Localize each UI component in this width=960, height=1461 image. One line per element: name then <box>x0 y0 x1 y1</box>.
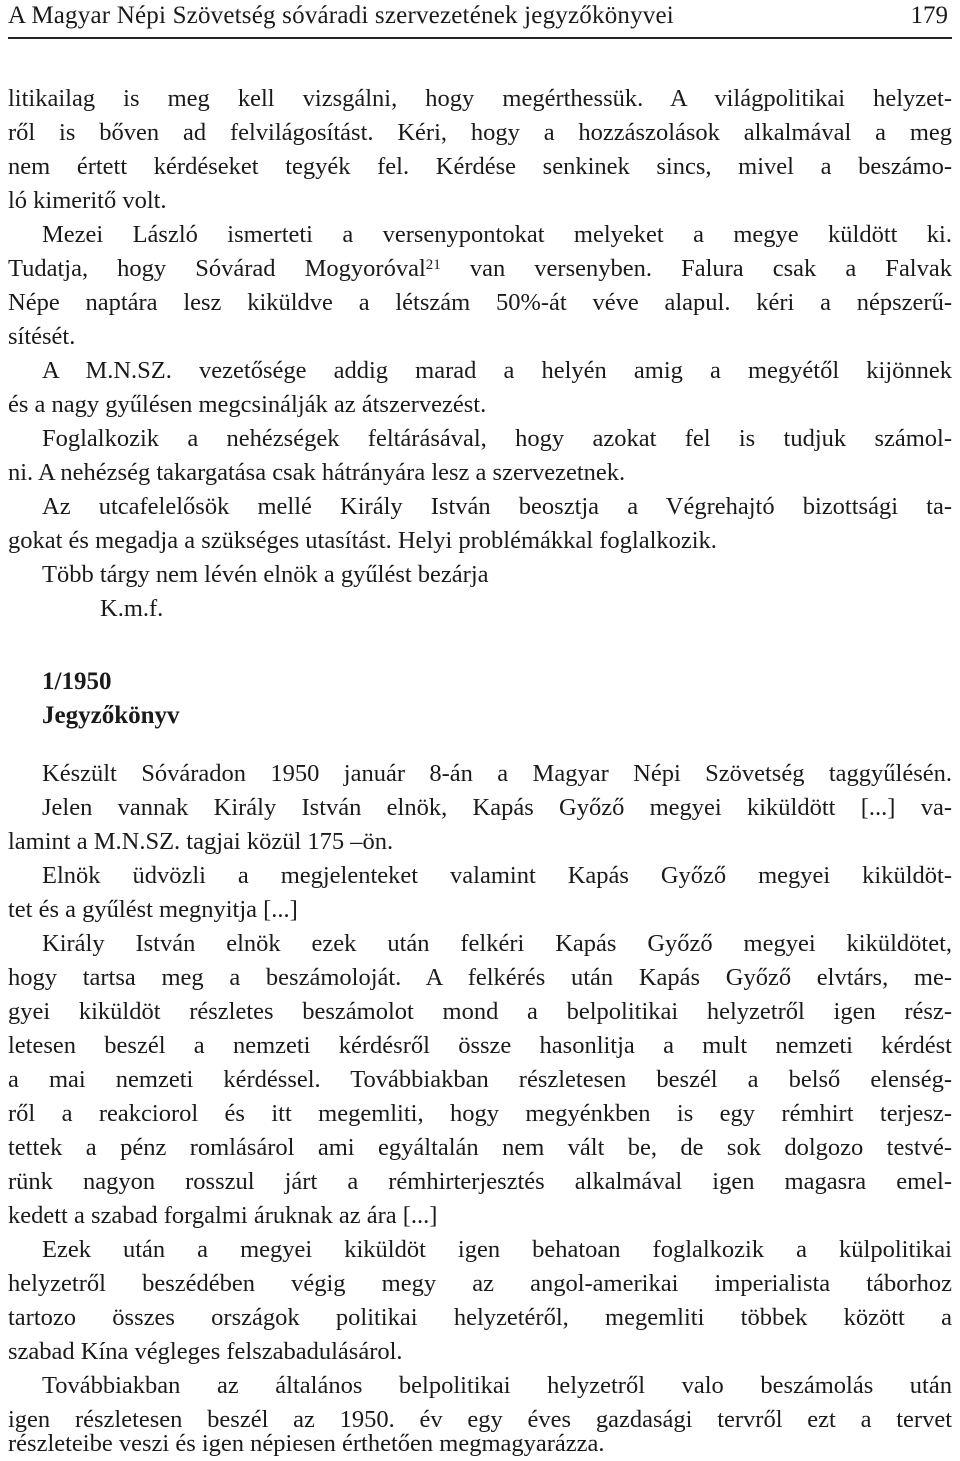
text-line: A M.N.SZ. vezetősége addig marad a helyén amig a megyétől kijönnek <box>42 357 952 384</box>
text-line: ről a reakciorol és itt megemliti, hogy megyénkben is egy rémhirt terjesz- <box>8 1100 952 1127</box>
page-number: 179 <box>910 2 948 29</box>
signature-abbrev: K.m.f. <box>100 595 164 622</box>
text-line: Mezei László ismerteti a versenypontokat melyeket a megye küldött ki. <box>42 221 952 248</box>
text-line: Több tárgy nem lévén elnök a gyűlést bezárja <box>42 561 489 588</box>
running-header <box>8 0 952 39</box>
text-line: Király István elnök ezek után felkéri Kapás Győző megyei kiküldötet, <box>42 930 952 957</box>
text-line: gyei kiküldöt részletes beszámolot mond a belpolitikai helyzetről igen rész- <box>8 998 952 1025</box>
text-line: litikailag is meg kell vizsgálni, hogy megérthessük. A világpolitikai helyzet- <box>8 85 952 112</box>
text-line: rünk nagyon rosszul járt a rémhirterjesztés alkalmával igen magasra emel- <box>8 1168 952 1195</box>
text-line: gokat és megadja a szükséges utasítást. Helyi problémákkal foglalkozik. <box>8 527 717 554</box>
text-line: nem értett kérdéseket tegyék fel. Kérdése senkinek sincs, mivel a beszámo- <box>8 153 952 180</box>
section-title: Jegyzőkönyv <box>42 702 180 729</box>
text-fragment: van versenyben. Falura csak a Falvak <box>440 255 952 282</box>
text-line: igen részletesen beszél az 1950. év egy éves gazdasági tervről ezt a tervet <box>8 1406 952 1433</box>
text-line: tettek a pénz romlásárol ami egyáltalán nem vált be, de sok dolgozo testvé- <box>8 1134 952 1161</box>
text-line: részleteibe veszi és igen népiesen érthetően megmagyarázza. <box>8 1430 605 1457</box>
text-line: sítését. <box>8 323 76 350</box>
text-line: Jelen vannak Király István elnök, Kapás Győző megyei kiküldött [...] va- <box>42 794 952 821</box>
text-line: letesen beszél a nemzeti kérdésről össze hasonlitja a mult nemzeti kérdést <box>8 1032 952 1059</box>
text-line: Elnök üdvözli a megjelenteket valamint Kapás Győző megyei kiküldöt- <box>42 862 952 889</box>
text-line: Továbbiakban az általános belpolitikai helyzetről valo beszámolás után <box>42 1372 952 1399</box>
text-line-with-footnote <box>8 252 952 286</box>
text-line: ről is bőven ad felvilágosítást. Kéri, hogy a hozzászolások alkalmával a meg <box>8 119 952 146</box>
text-line: kedett a szabad forgalmi áruknak az ára [...] <box>8 1202 438 1229</box>
text-line: Ezek után a megyei kiküldöt igen behatoan foglalkozik a külpolitikai <box>42 1236 952 1263</box>
section-number: 1/1950 <box>42 668 112 695</box>
text-line: tartozo összes országok politikai helyzetéről, megemliti többek között a <box>8 1304 952 1331</box>
text-line: a mai nemzeti kérdéssel. Továbbiakban részletesen beszél a belső elenség- <box>8 1066 952 1093</box>
text-line: és a nagy gyűlésen megcsinálják az átszervezést. <box>8 391 487 418</box>
text-line: hogy tartsa meg a beszámoloját. A felkérés után Kapás Győző elvtárs, me- <box>8 964 952 991</box>
footnote-marker: 21 <box>425 257 441 273</box>
text-line: tet és a gyűlést megnyitja [...] <box>8 896 298 923</box>
text-line: ni. A nehézség takargatása csak hátrányára lesz a szervezetnek. <box>8 459 626 486</box>
text-line: Készült Sóváradon 1950 január 8-án a Magyar Népi Szövetség taggyűlésén. <box>42 760 952 787</box>
text-fragment: Tudatja, hogy Sóvárad Mogyoróval <box>8 255 426 282</box>
text-line: ló kimeritő volt. <box>8 187 167 214</box>
text-line: helyzetről beszédében végig megy az angol-amerikai imperialista táborhoz <box>8 1270 952 1297</box>
text-line: Az utcafelelősök mellé Király István beosztja a Végrehajtó bizottsági ta- <box>42 493 952 520</box>
text-line: szabad Kína végleges felszabadulásárol. <box>8 1338 403 1365</box>
text-line: Népe naptára lesz kiküldve a létszám 50%-át véve alapul. kéri a népszerű- <box>8 289 952 316</box>
header-title: A Magyar Népi Szövetség sóváradi szervezetének jegyzőkönyvei <box>8 2 674 29</box>
text-line: Foglalkozik a nehézségek feltárásával, hogy azokat fel is tudjuk számol- <box>42 425 952 452</box>
text-line: lamint a M.N.SZ. tagjai közül 175 –ön. <box>8 828 394 855</box>
